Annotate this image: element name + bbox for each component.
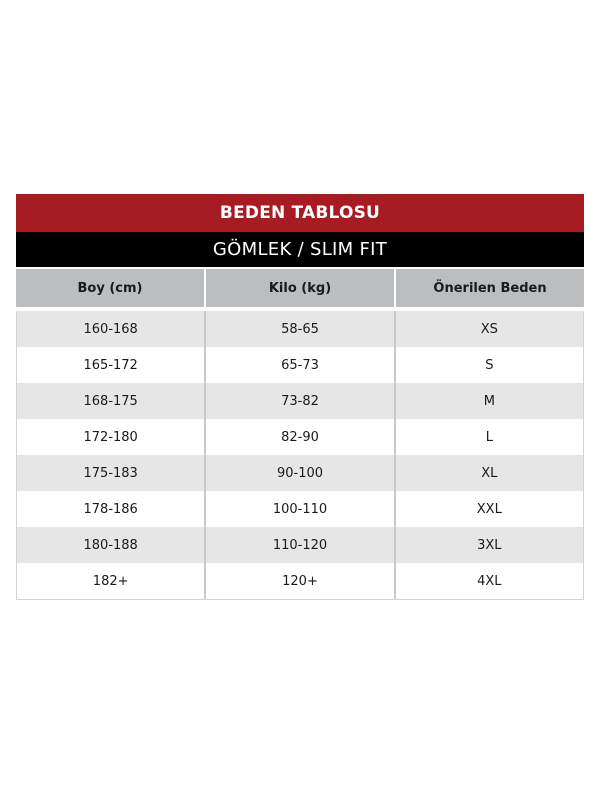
height-cell: 178-186 (83, 501, 138, 517)
header-recommended-size: Önerilen Beden (394, 269, 584, 307)
weight-cell: 73-82 (204, 383, 393, 419)
size-cell: S (394, 347, 583, 383)
size-cell: M (394, 383, 583, 419)
height-cell: 168-175 (83, 393, 138, 409)
table-row (16, 563, 584, 600)
chart-title: BEDEN TABLOSU (16, 194, 584, 232)
weight-cell: 110-120 (204, 527, 393, 563)
weight-cell: 100-110 (204, 491, 393, 527)
weight-cell: 82-90 (204, 419, 393, 455)
table-row (16, 347, 584, 383)
height-cell: 182+ (92, 573, 129, 589)
table-row (16, 455, 584, 491)
weight-cell: 120+ (204, 563, 393, 599)
height-cell: 172-180 (83, 429, 138, 445)
height-cell: 160-168 (83, 321, 138, 337)
table-header (16, 269, 584, 307)
chart-subtitle: GÖMLEK / SLIM FIT (16, 232, 584, 267)
table-body (16, 311, 584, 600)
size-cell: L (394, 419, 583, 455)
table-row (16, 311, 584, 347)
size-cell: 3XL (394, 527, 583, 563)
header-height: Boy (cm) (77, 280, 143, 296)
weight-cell: 58-65 (204, 311, 393, 347)
weight-cell: 90-100 (204, 455, 393, 491)
weight-cell: 65-73 (204, 347, 393, 383)
size-cell: 4XL (394, 563, 583, 599)
height-cell: 180-188 (83, 537, 138, 553)
table-row (16, 491, 584, 527)
table-row (16, 419, 584, 455)
size-cell: XS (394, 311, 583, 347)
size-cell: XXL (394, 491, 583, 527)
size-cell: XL (394, 455, 583, 491)
table-row (16, 383, 584, 419)
height-cell: 175-183 (83, 465, 138, 481)
size-chart-table (16, 194, 584, 600)
table-row (16, 527, 584, 563)
height-cell: 165-172 (83, 357, 138, 373)
header-weight: Kilo (kg) (204, 269, 394, 307)
